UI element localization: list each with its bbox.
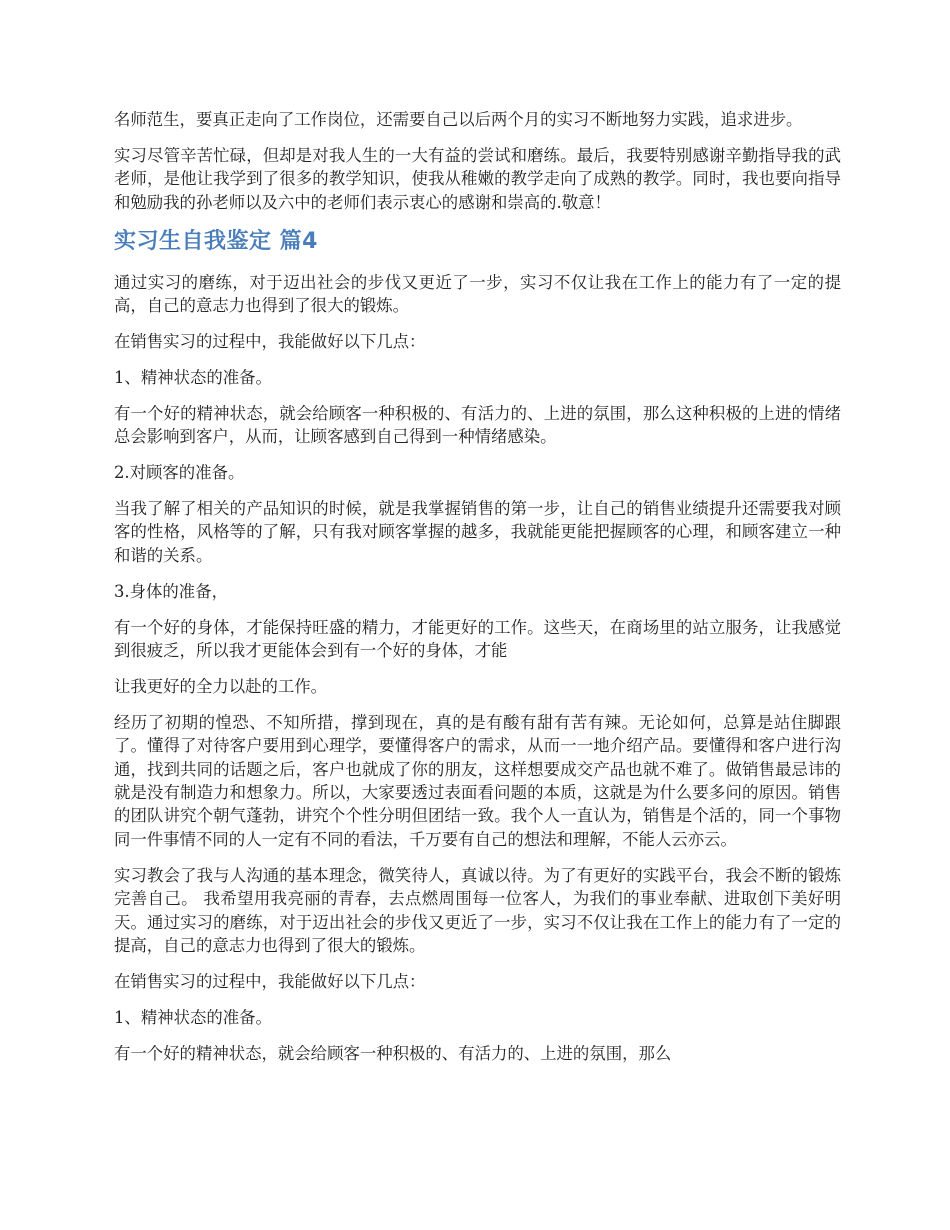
paragraph: 在销售实习的过程中，我能做好以下几点： (114, 971, 426, 991)
paragraph: 通过实习的磨练，对于迈出社会的步伐又更近了一步，实习不仅让我在工作上的能力有了一定的提高，自己的意志力也得到了很大的锻炼。 (114, 272, 841, 316)
section-heading: 实习生自我鉴定 篇4 (114, 228, 318, 254)
list-item: 1、精神状态的准备。 (114, 1007, 272, 1027)
paragraph: 有一个好的身体，才能保持旺盛的精力，才能更好的工作。这些天，在商场里的站立服务，让我感觉到很疲乏，所以我才更能体会到有一个好的身体，才能 (114, 617, 841, 660)
list-item: 3.身体的准备， (114, 581, 228, 601)
paragraph: 当我了解了相关的产品知识的时候，就是我掌握销售的第一步，让自己的销售业绩提升还需要我对顾客的性格，风格等的了解，只有我对顾客掌握的越多，我就能更能把握顾客的心理，和顾客建立一种和谐的关系。 (114, 498, 841, 565)
document-page (114, 108, 841, 1078)
paragraph: 有一个好的精神状态，就会给顾客一种积极的、有活力的、上进的氛围，那么这种积极的上进的情绪总会影响到客户，从而，让顾客感到自己得到一种情绪感染。 (114, 403, 841, 447)
paragraph: 在销售实习的过程中，我能做好以下几点： (114, 331, 426, 351)
list-item: 1、精神状态的准备。 (114, 367, 272, 387)
paragraph: 经历了初期的惶恐、不知所措，撑到现在，真的是有酸有甜有苦有辣。无论如何，总算是站住脚跟了。懂得了对待客户要用到心理学，要懂得客户的需求，从而一一地介绍产品。要懂得和客户进行沟通，找到共同的话题之后，客户也就成了你的朋友，这样想要成交产品也就不难了。做销售最忌讳的就是没有制造力和想象力。所以，大家要透过表面看问题的本质，这就是为什么要多问的原因。销售的团队讲究个朝气蓬勃，讲究个个性分明但团结一致。我个人一直认为，销售是个活的，同一个事物同一件事情不同的人一定有不同的看法，千万要有自己的想法和理解，不能人云亦云。 (114, 712, 841, 849)
paragraph: 有一个好的精神状态，就会给顾客一种积极的、有活力的、上进的氛围，那么 (114, 1043, 672, 1063)
paragraph: 实习教会了我与人沟通的基本理念，微笑待人，真诚以待。为了有更好的实践平台，我会不断的锻炼完善自己。 我希望用我亮丽的青春，去点燃周围每一位客人，为我们的事业奉献、进取创下美好明天。通过实习的磨练，对于迈出社会的步伐又更近了一步，实习不仅让我在工作上的能力有了一定的提高，自己的意志力也得到了很大的锻炼。 (114, 865, 841, 955)
list-item: 2.对顾客的准备。 (114, 463, 245, 483)
paragraph: 实习尽管辛苦忙碌，但却是对我人生的一大有益的尝试和磨练。最后，我要特别感谢辛勤指导我的武老师，是他让我学到了很多的教学知识，使我从稚嫩的教学走向了成熟的教学。同时，我也要向指导和勉励我的孙老师以及六中的老师们表示衷心的感谢和崇高的.敬意！ (114, 145, 841, 212)
paragraph: 让我更好的全力以赴的工作。 (114, 676, 328, 696)
paragraph: 名师范生，要真正走向了工作岗位，还需要自己以后两个月的实习不断地努力实践，追求进步。 (114, 110, 803, 129)
